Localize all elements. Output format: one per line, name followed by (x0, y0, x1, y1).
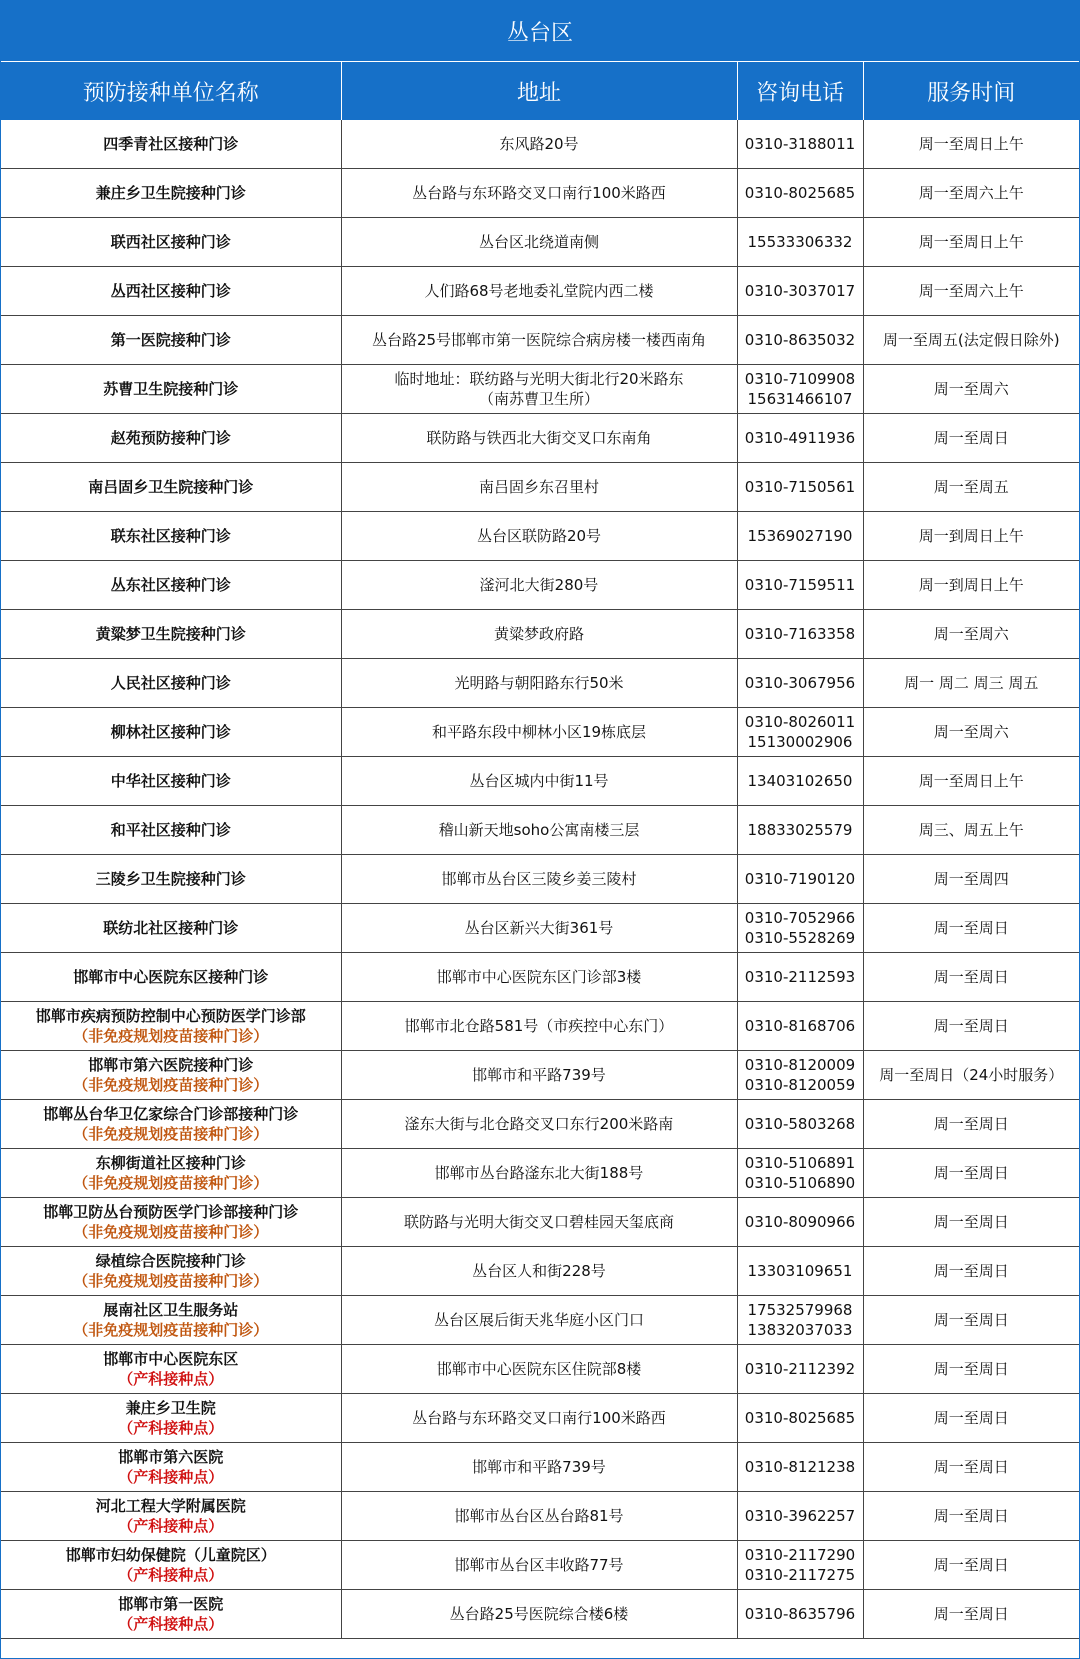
address-line: 丛台区人和街228号 (472, 1262, 606, 1280)
service-hours: 周一至周日 (863, 1149, 1079, 1198)
table-row (1, 1394, 1079, 1443)
address-line: 丛台区新兴大街361号 (464, 919, 614, 937)
phone-number: 0310-7150561 (744, 478, 856, 496)
unit-name-cell (1, 855, 341, 904)
table-row (1, 1100, 1079, 1149)
phone-cell (737, 610, 863, 659)
address-cell (341, 1051, 737, 1100)
address-cell (341, 904, 737, 953)
table-row (1, 1051, 1079, 1100)
phone-cell (737, 218, 863, 267)
unit-name-cell (1, 1198, 341, 1247)
address-line: 丛台路25号医院综合楼6楼 (449, 1605, 629, 1623)
address-cell (341, 1345, 737, 1394)
phone-number: 0310-8168706 (744, 1017, 856, 1035)
service-hours: 周一至周六上午 (863, 169, 1079, 218)
table-row (1, 855, 1079, 904)
phone-number: 15631466107 (747, 390, 853, 408)
phone-cell (737, 169, 863, 218)
address-cell (341, 1296, 737, 1345)
unit-name-cell (1, 463, 341, 512)
unit-name-cell (1, 1443, 341, 1492)
service-hours: 周三、周五上午 (863, 806, 1079, 855)
table-header-row (1, 62, 1079, 120)
table-row (1, 953, 1079, 1002)
unit-name: 邯郸卫防丛台预防医学门诊部接种门诊 (43, 1203, 299, 1221)
address-cell (341, 1247, 737, 1296)
phone-number: 0310-3188011 (744, 135, 856, 153)
phone-number: 0310-4911936 (744, 429, 856, 447)
unit-name: 河北工程大学附属医院 (95, 1497, 246, 1515)
address-cell (341, 463, 737, 512)
address-line: 邯郸市丛台区丰收路77号 (454, 1556, 624, 1574)
table-row (1, 218, 1079, 267)
address-cell (341, 1198, 737, 1247)
unit-name: 邯郸市疾病预防控制中心预防医学门诊部 (35, 1007, 306, 1025)
unit-name-cell (1, 1149, 341, 1198)
unit-name-cell (1, 904, 341, 953)
unit-name: 邯郸市中心医院东区 (103, 1350, 239, 1368)
unit-name-cell (1, 561, 341, 610)
table-row (1, 1443, 1079, 1492)
unit-note: （非免疫规划疫苗接种门诊） (73, 1223, 269, 1241)
table-row (1, 1149, 1079, 1198)
phone-cell (737, 953, 863, 1002)
table-row (1, 1541, 1079, 1590)
service-hours: 周一至周日 (863, 1590, 1079, 1639)
unit-name-cell (1, 1002, 341, 1051)
table-row (1, 169, 1079, 218)
unit-name: 东柳街道社区接种门诊 (95, 1154, 246, 1172)
phone-number: 0310-3037017 (744, 282, 856, 300)
phone-cell (737, 120, 863, 169)
service-hours: 周一至周四 (863, 855, 1079, 904)
table-row (1, 1590, 1079, 1639)
unit-name: 第一医院接种门诊 (110, 331, 231, 349)
address-cell (341, 1443, 737, 1492)
address-line: 联防路与铁西北大街交叉口东南角 (426, 429, 652, 447)
unit-name: 丛东社区接种门诊 (110, 576, 231, 594)
unit-name: 苏曹卫生院接种门诊 (103, 380, 239, 398)
phone-number: 0310-2117290 (744, 1546, 856, 1564)
unit-note: （非免疫规划疫苗接种门诊） (73, 1321, 269, 1339)
address-line: 临时地址：联纺路与光明大街北行20米路东 (394, 370, 684, 388)
unit-name: 丛西社区接种门诊 (110, 282, 231, 300)
phone-cell (737, 1296, 863, 1345)
service-hours: 周一至周六 (863, 610, 1079, 659)
address-line: 光明路与朝阳路东行50米 (454, 674, 624, 692)
phone-number: 0310-8635796 (744, 1605, 856, 1623)
table-row (1, 708, 1079, 757)
address-cell (341, 1394, 737, 1443)
phone-number: 0310-7190120 (744, 870, 856, 888)
service-hours: 周一至周日 (863, 1296, 1079, 1345)
unit-name-cell (1, 806, 341, 855)
unit-note: （产科接种点） (118, 1419, 224, 1437)
service-hours: 周一至周日 (863, 953, 1079, 1002)
service-hours: 周一至周日上午 (863, 757, 1079, 806)
address-cell (341, 414, 737, 463)
unit-name-cell (1, 218, 341, 267)
address-cell (341, 757, 737, 806)
unit-name-cell (1, 267, 341, 316)
service-hours: 周一至周日 (863, 1345, 1079, 1394)
service-hours: 周一到周日上午 (863, 512, 1079, 561)
service-hours: 周一至周日上午 (863, 218, 1079, 267)
address-line: 邯郸市中心医院东区门诊部3楼 (436, 968, 642, 986)
unit-name-cell (1, 708, 341, 757)
table-row (1, 1247, 1079, 1296)
address-line: 邯郸市中心医院东区住院部8楼 (436, 1360, 642, 1378)
unit-name-cell (1, 757, 341, 806)
phone-cell (737, 1149, 863, 1198)
phone-number: 0310-8121238 (744, 1458, 856, 1476)
unit-name: 赵苑预防接种门诊 (110, 429, 231, 447)
unit-name-cell (1, 1296, 341, 1345)
table-row (1, 659, 1079, 708)
address-cell (341, 1002, 737, 1051)
phone-cell (737, 855, 863, 904)
address-cell (341, 1492, 737, 1541)
unit-name-cell (1, 659, 341, 708)
table-row (1, 1296, 1079, 1345)
service-hours: 周一 周二 周三 周五 (863, 659, 1079, 708)
address-line: 邯郸市和平路739号 (472, 1458, 606, 1476)
column-header-hours: 服务时间 (863, 62, 1079, 120)
unit-name: 中华社区接种门诊 (110, 772, 231, 790)
address-line: 邯郸市丛台区丛台路81号 (454, 1507, 624, 1525)
address-line: 联防路与光明大街交叉口碧桂园天玺底商 (403, 1213, 674, 1231)
address-line: 邯郸市和平路739号 (472, 1066, 606, 1084)
phone-cell (737, 365, 863, 414)
table-row (1, 316, 1079, 365)
unit-name-cell (1, 414, 341, 463)
table-row (1, 1198, 1079, 1247)
service-hours: 周一至周日 (863, 414, 1079, 463)
address-line: 稽山新天地soho公寓南楼三层 (438, 821, 640, 839)
table-row (1, 1492, 1079, 1541)
phone-cell (737, 1443, 863, 1492)
unit-name-cell (1, 316, 341, 365)
table-row (1, 904, 1079, 953)
unit-name-cell (1, 1590, 341, 1639)
phone-number: 13303109651 (747, 1262, 853, 1280)
service-hours: 周一至周六 (863, 365, 1079, 414)
unit-name-cell (1, 1345, 341, 1394)
address-line: 丛台路25号邯郸市第一医院综合病房楼一楼西南角 (371, 331, 707, 349)
service-hours: 周一至周六上午 (863, 267, 1079, 316)
address-cell (341, 708, 737, 757)
phone-number: 0310-3067956 (744, 674, 856, 692)
phone-cell (737, 561, 863, 610)
phone-number: 0310-8635032 (744, 331, 856, 349)
service-hours: 周一至周六 (863, 708, 1079, 757)
address-cell (341, 512, 737, 561)
phone-number: 0310-5528269 (744, 929, 856, 947)
address-line: 丛台区城内中街11号 (469, 772, 609, 790)
service-hours: 周一至周日 (863, 1198, 1079, 1247)
unit-name: 邯郸市妇幼保健院（儿童院区） (65, 1546, 276, 1564)
table-row (1, 806, 1079, 855)
address-line: 和平路东段中柳林小区19栋底层 (431, 723, 647, 741)
phone-number: 0310-2112593 (744, 968, 856, 986)
address-line: 邯郸市丛台路滏东北大街188号 (434, 1164, 644, 1182)
phone-number: 15130002906 (747, 733, 853, 751)
table-row (1, 610, 1079, 659)
unit-name-cell (1, 953, 341, 1002)
unit-name: 邯郸丛台华卫亿家综合门诊部接种门诊 (43, 1105, 299, 1123)
service-hours: 周一至周日 (863, 1002, 1079, 1051)
address-line: 丛台路与东环路交叉口南行100米路西 (412, 184, 666, 202)
address-line: 邯郸市北仓路581号（市疾控中心东门） (404, 1017, 674, 1035)
unit-name: 联纺北社区接种门诊 (103, 919, 239, 937)
phone-number: 0310-3962257 (744, 1507, 856, 1525)
phone-number: 0310-7163358 (744, 625, 856, 643)
unit-note: （产科接种点） (118, 1517, 224, 1535)
unit-name-cell (1, 1394, 341, 1443)
address-cell (341, 1100, 737, 1149)
address-line: 滏河北大街280号 (479, 576, 599, 594)
address-line: （南苏曹卫生所） (478, 390, 599, 408)
address-cell (341, 1541, 737, 1590)
unit-name: 邯郸市第一医院 (118, 1595, 224, 1613)
address-cell (341, 169, 737, 218)
phone-number: 0310-5106890 (744, 1174, 856, 1192)
address-cell (341, 365, 737, 414)
table-row (1, 1002, 1079, 1051)
phone-cell (737, 1492, 863, 1541)
phone-cell (737, 1590, 863, 1639)
unit-name: 展南社区卫生服务站 (103, 1301, 239, 1319)
service-hours: 周一到周日上午 (863, 561, 1079, 610)
table-row (1, 414, 1079, 463)
phone-number: 0310-8025685 (744, 184, 856, 202)
address-line: 滏东大街与北仓路交叉口东行200米路南 (404, 1115, 674, 1133)
address-line: 丛台区联防路20号 (476, 527, 602, 545)
phone-cell (737, 512, 863, 561)
unit-name-cell (1, 1100, 341, 1149)
address-cell (341, 267, 737, 316)
unit-note: （产科接种点） (118, 1370, 224, 1388)
phone-number: 0310-7109908 (744, 370, 856, 388)
unit-name: 邯郸市第六医院 (118, 1448, 224, 1466)
table-row (1, 120, 1079, 169)
phone-number: 0310-8026011 (744, 713, 856, 731)
table-row (1, 757, 1079, 806)
phone-cell (737, 1100, 863, 1149)
phone-number: 0310-5106891 (744, 1154, 856, 1172)
phone-cell (737, 1051, 863, 1100)
table-row (1, 463, 1079, 512)
unit-note: （产科接种点） (118, 1468, 224, 1486)
unit-name-cell (1, 365, 341, 414)
unit-name: 黄粱梦卫生院接种门诊 (95, 625, 246, 643)
phone-number: 15369027190 (747, 527, 853, 545)
address-cell (341, 316, 737, 365)
unit-note: （非免疫规划疫苗接种门诊） (73, 1027, 269, 1045)
unit-name: 联东社区接种门诊 (110, 527, 231, 545)
phone-number: 0310-8090966 (744, 1213, 856, 1231)
phone-cell (737, 267, 863, 316)
service-hours: 周一至周日（24小时服务） (863, 1051, 1079, 1100)
address-line: 丛台区北绕道南侧 (478, 233, 599, 251)
address-line: 黄粱梦政府路 (493, 625, 584, 643)
address-cell (341, 120, 737, 169)
table-row (1, 267, 1079, 316)
phone-cell (737, 316, 863, 365)
unit-name: 四季青社区接种门诊 (103, 135, 239, 153)
phone-number: 13832037033 (747, 1321, 853, 1339)
unit-name: 兼庄乡卫生院 (125, 1399, 216, 1417)
unit-name: 人民社区接种门诊 (110, 674, 231, 692)
phone-number: 0310-2117275 (744, 1566, 856, 1584)
unit-name: 邯郸市中心医院东区接种门诊 (73, 968, 269, 986)
unit-name-cell (1, 1051, 341, 1100)
service-hours: 周一至周日 (863, 1541, 1079, 1590)
phone-cell (737, 708, 863, 757)
address-cell (341, 1149, 737, 1198)
table-row (1, 561, 1079, 610)
table-body (1, 120, 1079, 1639)
address-line: 人们路68号老地委礼堂院内西二楼 (424, 282, 654, 300)
unit-note: （非免疫规划疫苗接种门诊） (73, 1174, 269, 1192)
address-cell (341, 561, 737, 610)
phone-number: 15533306332 (747, 233, 853, 251)
unit-note: （非免疫规划疫苗接种门诊） (73, 1272, 269, 1290)
service-hours: 周一至周五(法定假日除外) (863, 316, 1079, 365)
unit-name: 和平社区接种门诊 (110, 821, 231, 839)
unit-name: 柳林社区接种门诊 (110, 723, 231, 741)
service-hours: 周一至周五 (863, 463, 1079, 512)
address-cell (341, 953, 737, 1002)
unit-name: 兼庄乡卫生院接种门诊 (95, 184, 246, 202)
phone-cell (737, 1345, 863, 1394)
table-row (1, 512, 1079, 561)
phone-cell (737, 1247, 863, 1296)
unit-name-cell (1, 1541, 341, 1590)
address-line: 东风路20号 (499, 135, 579, 153)
phone-cell (737, 806, 863, 855)
address-cell (341, 659, 737, 708)
address-cell (341, 855, 737, 904)
phone-cell (737, 1541, 863, 1590)
address-line: 邯郸市丛台区三陵乡姜三陵村 (441, 870, 637, 888)
vaccination-table (1, 62, 1079, 1639)
unit-name: 南吕固乡卫生院接种门诊 (88, 478, 254, 496)
service-hours: 周一至周日 (863, 904, 1079, 953)
service-hours: 周一至周日 (863, 1100, 1079, 1149)
address-line: 南吕固乡东召里村 (478, 478, 599, 496)
unit-note: （非免疫规划疫苗接种门诊） (73, 1076, 269, 1094)
unit-note: （产科接种点） (118, 1566, 224, 1584)
service-hours: 周一至周日上午 (863, 120, 1079, 169)
service-hours: 周一至周日 (863, 1247, 1079, 1296)
unit-name: 绿植综合医院接种门诊 (95, 1252, 246, 1270)
phone-number: 0310-8025685 (744, 1409, 856, 1427)
phone-number: 18833025579 (747, 821, 853, 839)
column-header-phone: 咨询电话 (737, 62, 863, 120)
address-cell (341, 1590, 737, 1639)
phone-number: 0310-7052966 (744, 909, 856, 927)
phone-cell (737, 1002, 863, 1051)
phone-number: 0310-2112392 (744, 1360, 856, 1378)
column-header-address: 地址 (341, 62, 737, 120)
phone-cell (737, 757, 863, 806)
phone-cell (737, 414, 863, 463)
column-header-name: 预防接种单位名称 (1, 62, 341, 120)
phone-number: 17532579968 (747, 1301, 853, 1319)
phone-cell (737, 659, 863, 708)
service-hours: 周一至周日 (863, 1443, 1079, 1492)
unit-name-cell (1, 169, 341, 218)
phone-cell (737, 1394, 863, 1443)
unit-note: （产科接种点） (118, 1615, 224, 1633)
address-line: 丛台路与东环路交叉口南行100米路西 (412, 1409, 666, 1427)
address-cell (341, 218, 737, 267)
phone-cell (737, 904, 863, 953)
phone-number: 0310-8120009 (744, 1056, 856, 1074)
address-line: 丛台区展后街天兆华庭小区门口 (433, 1311, 644, 1329)
unit-name: 联西社区接种门诊 (110, 233, 231, 251)
service-hours: 周一至周日 (863, 1492, 1079, 1541)
unit-name-cell (1, 610, 341, 659)
phone-cell (737, 1198, 863, 1247)
district-title: 丛台区 (1, 1, 1079, 62)
service-hours: 周一至周日 (863, 1394, 1079, 1443)
table-row (1, 365, 1079, 414)
phone-number: 0310-8120059 (744, 1076, 856, 1094)
phone-cell (737, 463, 863, 512)
phone-number: 0310-5803268 (744, 1115, 856, 1133)
unit-name-cell (1, 120, 341, 169)
unit-name-cell (1, 1492, 341, 1541)
unit-name-cell (1, 512, 341, 561)
table-row (1, 1345, 1079, 1394)
address-cell (341, 806, 737, 855)
unit-name: 邯郸市第六医院接种门诊 (88, 1056, 254, 1074)
phone-number: 0310-7159511 (744, 576, 856, 594)
phone-number: 13403102650 (747, 772, 853, 790)
unit-name: 三陵乡卫生院接种门诊 (95, 870, 246, 888)
address-cell (341, 610, 737, 659)
unit-note: （非免疫规划疫苗接种门诊） (73, 1125, 269, 1143)
unit-name-cell (1, 1247, 341, 1296)
